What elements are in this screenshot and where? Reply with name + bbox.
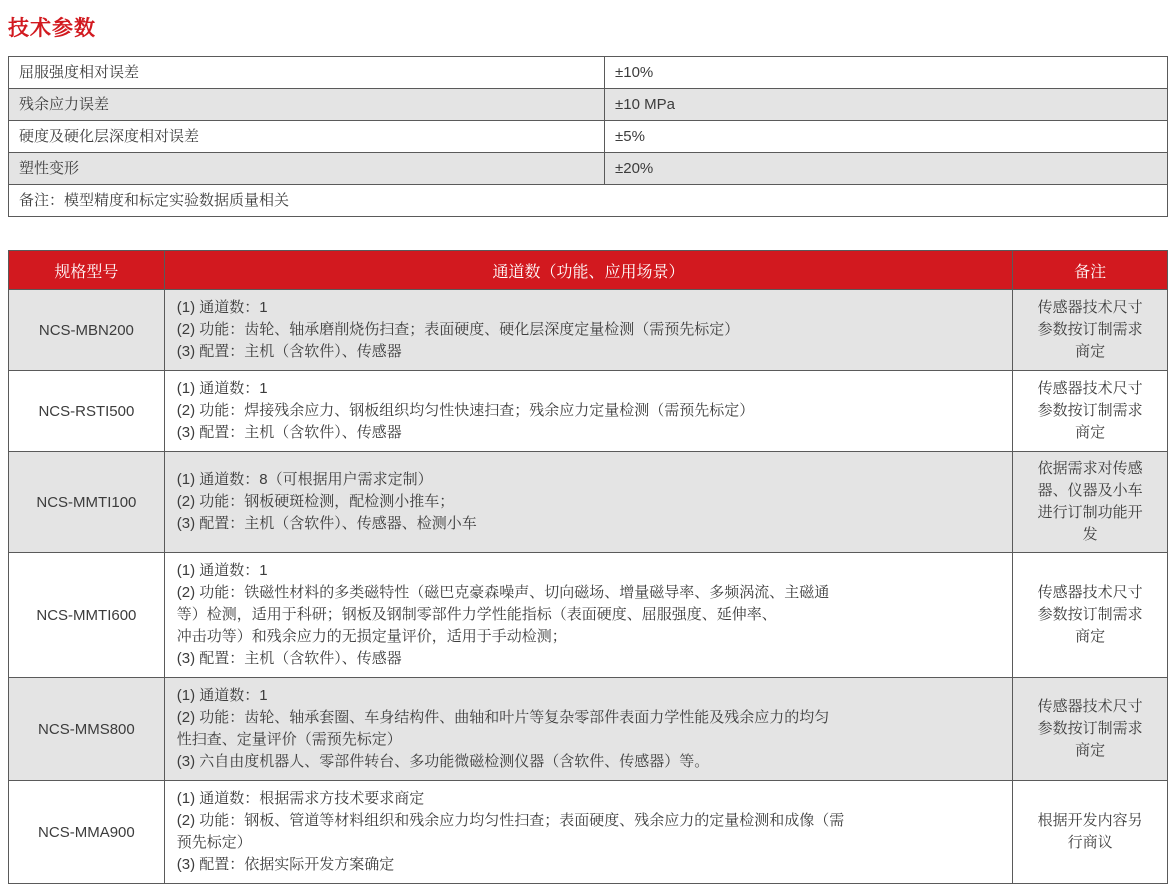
model-details [164,452,1012,553]
param-value: ±10 MPa [605,89,1168,121]
detail-line: (3) 配置：主机（含软件）、传感器、检测小车 [176,515,477,532]
params-note: 备注：模型精度和标定实验数据质量相关 [9,185,1168,217]
detail-line: 等）检测，适用于科研；钢板及钢制零部件力学性能指标（表面硬度、屈服强度、延伸率、 [176,606,777,623]
table-row [9,452,1168,553]
table-row [9,57,1168,89]
model-remark: 传感器技术尺寸参数按订制需求商定 [1013,290,1168,371]
model-name: NCS-MMA900 [9,781,165,884]
detail-line: 预先标定） [176,834,252,851]
detail-line: (1) 通道数：1 [176,380,268,397]
detail-line: (3) 配置：依据实际开发方案确定 [176,856,395,873]
model-remark: 依据需求对传感器、仪器及小车进行订制功能开发 [1013,452,1168,553]
model-remark: 传感器技术尺寸参数按订制需求商定 [1013,678,1168,781]
detail-line: (2) 功能：铁磁性材料的多类磁特性（磁巴克豪森噪声、切向磁场、增量磁导率、多频涡流、主磁通 [176,584,830,601]
model-remark: 传感器技术尺寸参数按订制需求商定 [1013,553,1168,678]
table-row [9,185,1168,217]
model-remark: 传感器技术尺寸参数按订制需求商定 [1013,371,1168,452]
technical-parameters-table [8,56,1168,217]
param-value: ±10% [605,57,1168,89]
table-row [9,553,1168,678]
table-row [9,678,1168,781]
detail-line: 冲击功等）和残余应力的无损定量评价，适用于手动检测； [176,628,567,645]
param-label: 屈服强度相对误差 [9,57,605,89]
model-details [164,553,1012,678]
model-details [164,290,1012,371]
model-details [164,781,1012,884]
table-header-row [9,251,1168,290]
param-label: 塑性变形 [9,153,605,185]
page-title: 技术参数 [8,17,96,40]
detail-line: (1) 通道数：1 [176,687,268,704]
detail-line: 性扫查、定量评价（需预先标定） [176,731,402,748]
detail-line: (3) 配置：主机（含软件）、传感器 [176,424,402,441]
model-name: NCS-MMTI600 [9,553,165,678]
param-value: ±20% [605,153,1168,185]
model-name: NCS-MMS800 [9,678,165,781]
detail-line: (3) 六自由度机器人、零部件转台、多功能微磁检测仪器（含软件、传感器）等。 [176,753,710,770]
param-label: 残余应力误差 [9,89,605,121]
detail-line: (2) 功能：钢板硬斑检测，配检测小推车； [176,493,455,510]
model-details [164,678,1012,781]
detail-line: (3) 配置：主机（含软件）、传感器 [176,343,402,360]
model-name: NCS-MBN200 [9,290,165,371]
detail-line: (2) 功能：钢板、管道等材料组织和残余应力均匀性扫查；表面硬度、残余应力的定量检测和成像（需 [176,812,845,829]
model-remark: 根据开发内容另行商议 [1013,781,1168,884]
detail-line: (3) 配置：主机（含软件）、传感器 [176,650,402,667]
detail-line: (1) 通道数：1 [176,299,268,316]
model-name: NCS-MMTI100 [9,452,165,553]
param-value: ±5% [605,121,1168,153]
detail-line: (2) 功能：齿轮、轴承磨削烧伤扫查；表面硬度、硬化层深度定量检测（需预先标定） [176,321,740,338]
table-row [9,781,1168,884]
detail-line: (2) 功能：齿轮、轴承套圈、车身结构件、曲轴和叶片等复杂零部件表面力学性能及残余应力的均匀 [176,709,830,726]
model-details [164,371,1012,452]
table-row [9,290,1168,371]
detail-line: (2) 功能：焊接残余应力、钢板组织均匀性快速扫查；残余应力定量检测（需预先标定） [176,402,755,419]
models-table [8,250,1168,884]
param-label: 硬度及硬化层深度相对误差 [9,121,605,153]
table-row [9,89,1168,121]
header-remark: 备注 [1013,251,1168,290]
model-name: NCS-RSTI500 [9,371,165,452]
detail-line: (1) 通道数：1 [176,562,268,579]
table-row [9,121,1168,153]
detail-line: (1) 通道数：根据需求方技术要求商定 [176,790,425,807]
detail-line: (1) 通道数：8（可根据用户需求定制） [176,471,433,488]
table-row [9,371,1168,452]
header-model: 规格型号 [9,251,165,290]
header-channels: 通道数（功能、应用场景） [164,251,1012,290]
table-row [9,153,1168,185]
